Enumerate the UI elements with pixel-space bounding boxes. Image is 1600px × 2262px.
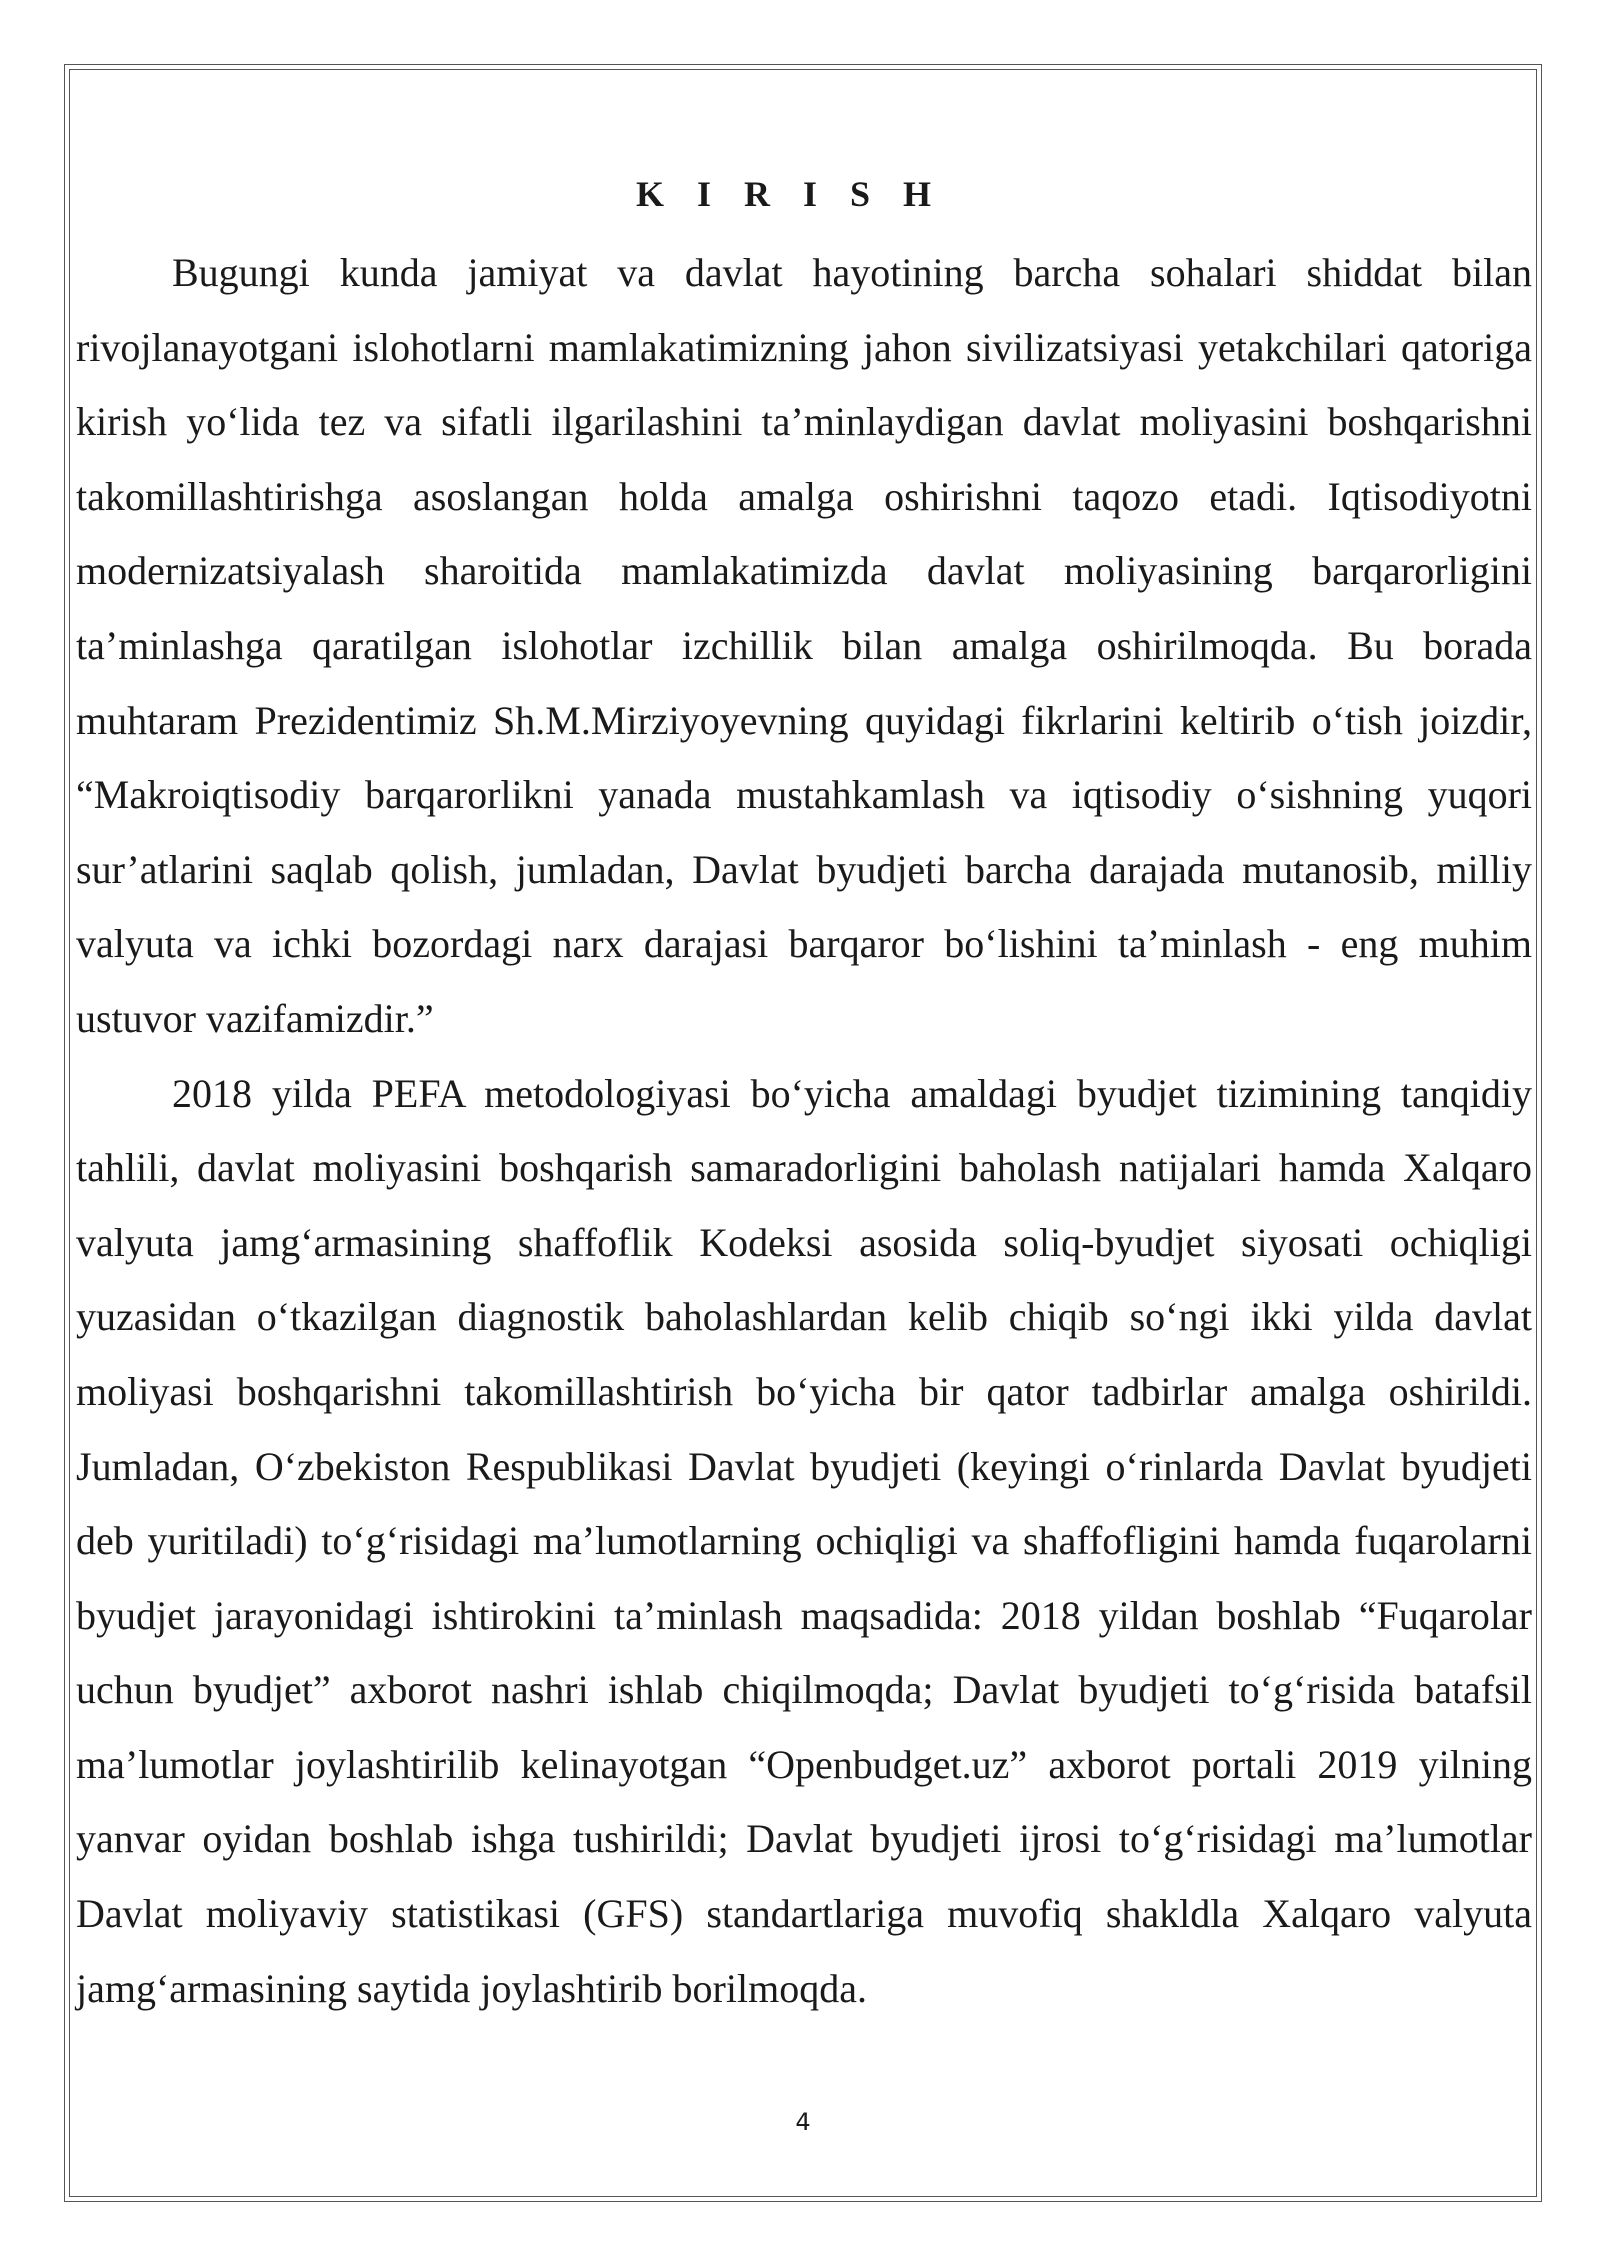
paragraph-2: 2018 yilda PEFA metodologiyasi bo‘yicha amaldagi byudjet tizimining tanqidiy tahlili, davlat moliyasini boshqarish samaradorligini baholash natijalari hamda Xalqaro valyuta jamg‘armasining shaffoflik Kodeksi asosida soliq-byudjet siyosati ochiqligi yuzasidan o‘tkazilgan diagnostik baholashlardan kelib chiqib so‘ngi ikki yilda davlat moliyasi boshqarishni takomillashtirish bo‘yicha bir qator tadbirlar amalga oshirildi. Jumladan, O‘zbekiston Respublikasi Davlat byudjeti (keyingi o‘rinlarda Davlat byudjeti deb yuritiladi) to‘g‘risidagi ma’lumotlarning ochiqligi va shaffofligini hamda fuqarolarni byudjet jarayonidagi ishtirokini ta’minlash maqsadida: 2018 yildan boshlab “Fuqarolar uchun byudjet” axborot nashri ishlab chiqilmoqda; Davlat byudjeti to‘g‘risida batafsil ma’lumotlar joylashtirilib kelinayotgan “Openbudget.uz” axborot portali 2019 yilning yanvar oyidan boshlab ishga tushirildi; Davlat byudjeti ijrosi to‘g‘risidagi ma’lumotlar Davlat moliyaviy statistikasi (GFS) standartlariga muvofiq shakldla Xalqaro valyuta jamg‘armasining saytida joylashtirib borilmoqda. bbox=[76, 1070, 1532, 2011]
paragraph-1: Bugungi kunda jamiyat va davlat hayotining barcha sohalari shiddat bilan rivojlanayotgani islohotlarni mamlakatimizning jahon sivilizatsiyasi yetakchilari qatoriga kirish yo‘lida tez va sifatli ilgarilashini ta’minlaydigan davlat moliyasini boshqarishni takomillashtirishga asoslangan holda amalga oshirishni taqozo etadi. Iqtisodiyotni modernizatsiyalash sharoitida mamlakatimizda davlat moliyasining barqarorligini ta’minlashga qaratilgan islohotlar izchillik bilan amalga oshirilmoqda. Bu borada muhtaram Prezidentimiz Sh.M.Mirziyoyevning quyidagi fikrlarini keltirib o‘tish joizdir, “Makroiqtisodiy barqarorlikni yanada mustahkamlash va iqtisodiy o‘sishning yuqori sur’atlarini saqlab qolish, jumladan, Davlat byudjeti barcha darajada mutanosib, milliy valyuta va ichki bozordagi narx darajasi barqaror bo‘lishini ta’minlash - eng muhim ustuvor vazifamizdir.” bbox=[76, 250, 1532, 1041]
document-body bbox=[76, 168, 1532, 2026]
section-heading: K I R I S H bbox=[636, 174, 944, 214]
page-number: 4 bbox=[795, 2108, 811, 2136]
